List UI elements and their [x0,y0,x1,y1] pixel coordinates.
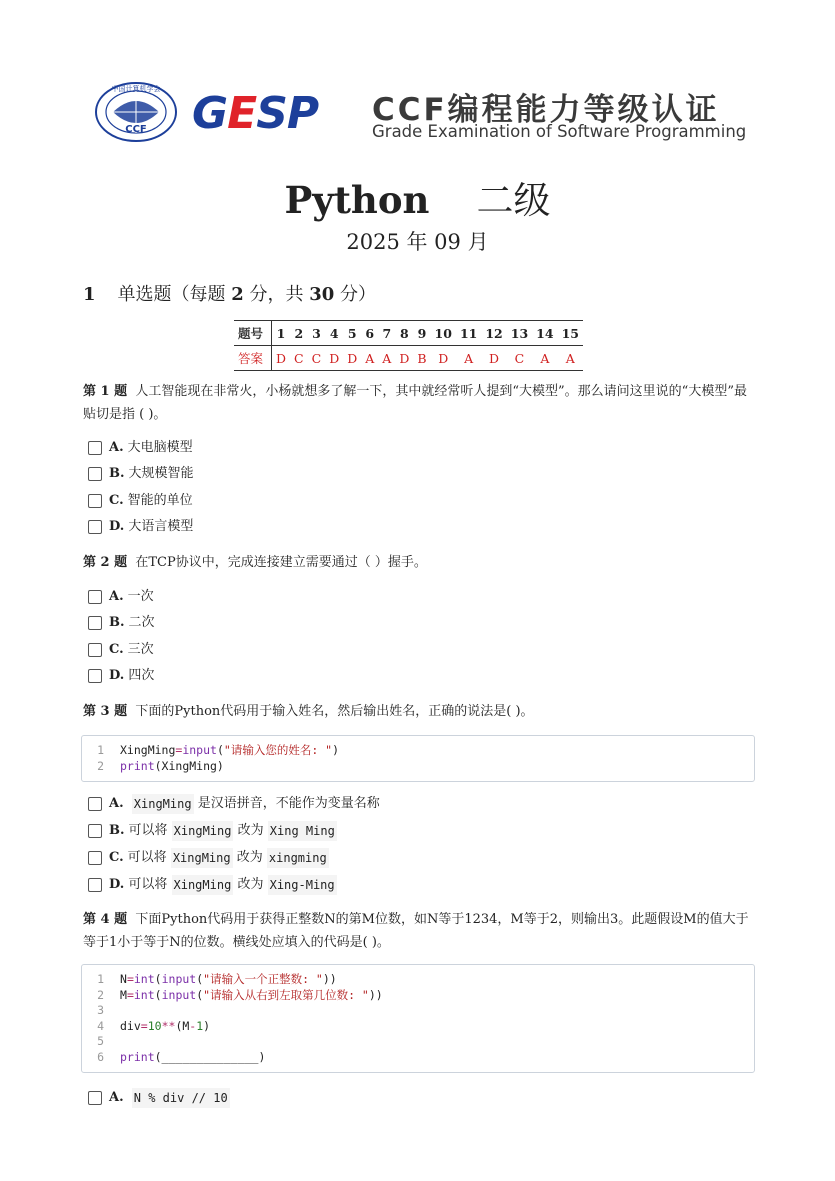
question-3-code-block [81,735,755,782]
question-2-text: 第 2 题 在TCP协议中，完成连接建立需要通过（ ）握手。 [83,555,427,570]
question-3-text: 第 3 题 下面的Python代码用于输入姓名，然后输出姓名，正确的说法是( )。 [83,704,534,719]
checkbox-icon[interactable] [88,590,102,604]
code-line: 1 XingMing = input ( "请输入您的姓名: " ) [97,743,340,757]
question-2-option-d[interactable]: D. 四次 [88,666,154,686]
checkbox-icon[interactable] [88,797,102,811]
question-2-option-a[interactable]: A. 一次 [88,587,154,607]
brand-english-name: Grade Examination of Software Programming [372,122,747,141]
answer-table [234,320,583,371]
gesp-logo: GESP [192,88,319,139]
code-line: 3 [97,1003,104,1017]
code-line: 4 div = 10 ** (M - 1 ) [97,1018,211,1033]
checkbox-icon[interactable] [88,441,102,455]
exam-date: 2025 年 09 月 [346,230,489,254]
question-3-option-c[interactable]: C. 可以将 XingMing 改为 xingming [88,848,329,868]
checkbox-icon[interactable] [88,616,102,630]
question-1-option-c[interactable]: C. 智能的单位 [88,491,193,511]
question-1-option-d[interactable]: D. 大语言模型 [88,517,193,537]
seal-text-bottom: CCF [125,124,147,135]
checkbox-icon[interactable] [88,520,102,534]
question-4-code-block [81,964,755,1073]
page-title: Python 二级 [284,178,551,222]
answer-table-answer-row: 答案 D C C D D A A D B D A D C A A [234,346,583,371]
question-1-text: 第 1 题 人工智能现在非常火，小杨就想多了解一下，其中就经常听人提到“大模型”。那么请问这里说的“大模型”最贴切是指 ( )。 [83,384,747,422]
checkbox-icon[interactable] [88,494,102,508]
code-line: 2 M = int ( input ( "请输入从右到左取第几位数: " )) [97,987,383,1002]
code-line: 1 N = int ( input ( "请输入一个正整数: " )) [97,972,337,986]
question-2-option-c[interactable]: C. 三次 [88,640,154,660]
checkbox-icon[interactable] [88,467,102,481]
code-line: 6 print (______________) [97,1049,266,1064]
question-3-option-d[interactable]: D. 可以将 XingMing 改为 Xing-Ming [88,875,337,895]
question-2-option-b[interactable]: B. 二次 [88,613,155,633]
question-1-option-a[interactable]: A. 大电脑模型 [88,438,193,458]
checkbox-icon[interactable] [88,878,102,892]
code-line: 5 [97,1034,104,1048]
section-heading: 1 单选题（每题 2 分，共 30 分） [83,284,377,305]
question-3-option-b[interactable]: B. 可以将 XingMing 改为 Xing Ming [88,821,337,841]
question-4-option-a[interactable]: A. N % div // 10 [88,1088,230,1108]
checkbox-icon[interactable] [88,669,102,683]
checkbox-icon[interactable] [88,824,102,838]
checkbox-icon[interactable] [88,851,102,865]
answer-table-number-row: 题号 1 2 3 4 5 6 7 8 9 10 11 12 13 14 15 [234,321,583,346]
question-3-option-a[interactable]: A. XingMing 是汉语拼音，不能作为变量名称 [88,794,380,814]
brand-chinese-name: CCF编程能力等级认证 [372,92,720,128]
checkbox-icon[interactable] [88,643,102,657]
seal-text-top: 中国计算机学会 [111,85,161,93]
question-1-option-b[interactable]: B. 大规模智能 [88,464,194,484]
checkbox-icon[interactable] [88,1091,102,1105]
code-line: 2 print (XingMing) [97,758,224,773]
question-4-text: 第 4 题 下面Python代码用于获得正整数N的第M位数，如N等于1234，M等于2，则输出3。此题假设M的值大于等于1小于等于N的位数。横线处应填入的代码是( )。 [83,912,749,950]
